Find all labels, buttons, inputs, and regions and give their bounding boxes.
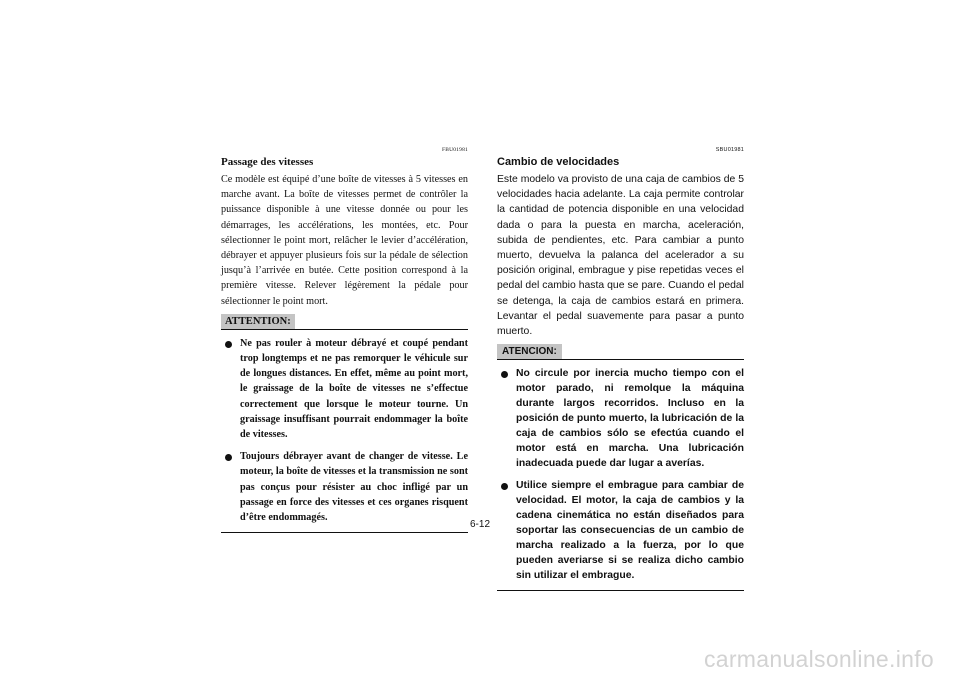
warning-list xyxy=(221,336,468,525)
warning-item xyxy=(221,449,468,525)
bullet-icon xyxy=(225,341,232,348)
warning-item-text: Toujours débrayer avant de changer de vitesse. Le moteur, la boîte de vitesses et la transmission ne sont pas conçus pour résister au choc infligé par un passage en force des vitesses et ces organes risquent d’être endommagés. xyxy=(240,451,468,524)
warning-header xyxy=(221,314,468,330)
warning-item xyxy=(221,336,468,442)
section-code: SBU01981 xyxy=(715,147,744,153)
warning-item xyxy=(497,478,744,583)
warning-rule xyxy=(497,359,744,360)
warning-end-rule xyxy=(221,532,468,533)
bullet-icon xyxy=(501,483,508,490)
watermark: carmanualsonline.info xyxy=(703,646,934,672)
section-code: FBU01981 xyxy=(441,147,468,153)
french-column xyxy=(221,146,468,533)
warning-item-text: Utilice siempre el embrague para cambiar de velocidad. El motor, la caja de cambios y la cadena cinemática no están diseñados para soportar las consecuencias de un cambio de marcha realizado a la fuerza, por lo que pueden averiarse si se realiza dicho cambio sin utilizar el embrague. xyxy=(516,480,744,582)
warning-item-text: Ne pas rouler à moteur débrayé et coupé pendant trop longtemps et ne pas remorquer le véhicule sur de longues distances. En effet, même au point mort, le graissage de la boîte de vitesses ne s’effectue correctement que lorsque le moteur tourne. Un graissage insuffisant pourrait endommager la boîte de vitesses. xyxy=(240,337,468,441)
bullet-icon xyxy=(501,371,508,378)
bullet-icon xyxy=(225,454,232,461)
warning-rule xyxy=(221,329,468,330)
warning-end-rule xyxy=(497,590,744,591)
section-heading: Cambio de velocidades xyxy=(497,156,620,168)
warning-item-text: No circule por inercia mucho tiempo con el motor parado, ni remolque la máquina durante largos recorridos. Incluso en la posición de punto muerto, la lubricación de la caja de cambios sólo se efectúa cuando el motor está en marcha. Una lubricación inadecuada puede dar lugar a averías. xyxy=(516,368,744,470)
spanish-column xyxy=(497,146,744,591)
warning-item xyxy=(497,366,744,471)
warning-label: ATTENTION: xyxy=(221,314,295,330)
section-heading: Passage des vitesses xyxy=(221,156,314,168)
section-body: Este modelo va provisto de una caja de cambios de 5 velocidades hacia adelante. La caja permite controlar la cantidad de potencia disponible en una velocidad dada o para la puesta en marcha, aceleración, subida de pendientes, etc. Para cambiar a punto muerto, devuelva la palanca del acelerador a su posición original, embrague y pise repetidas veces el pedal del cambio hasta que se pare. Cuando el pedal se detenga, la caja de cambios estará en primera. Levantar el pedal suavemente para pasar a punto muerto. xyxy=(497,174,744,338)
warning-list xyxy=(497,366,744,583)
section-body: Ce modèle est équipé d’une boîte de vitesses à 5 vitesses en marche avant. La boîte de vitesses permet de contrôler la puissance disponible à une vitesse donnée ou pour les démarrages, les accélérations, les montées, etc. Pour sélectionner le point mort, relâcher le levier d’accélération, débrayer et appuyer plusieurs fois sur la pédale de sélection jusqu’à l’arrivée en butée. Cette position correspond à la première vitesse. Relever légèrement la pédale pour sélectionner le point mort. xyxy=(221,174,468,307)
warning-header xyxy=(497,344,744,360)
warning-label: ATENCION: xyxy=(497,344,562,360)
page-number: 6-12 xyxy=(469,519,490,530)
